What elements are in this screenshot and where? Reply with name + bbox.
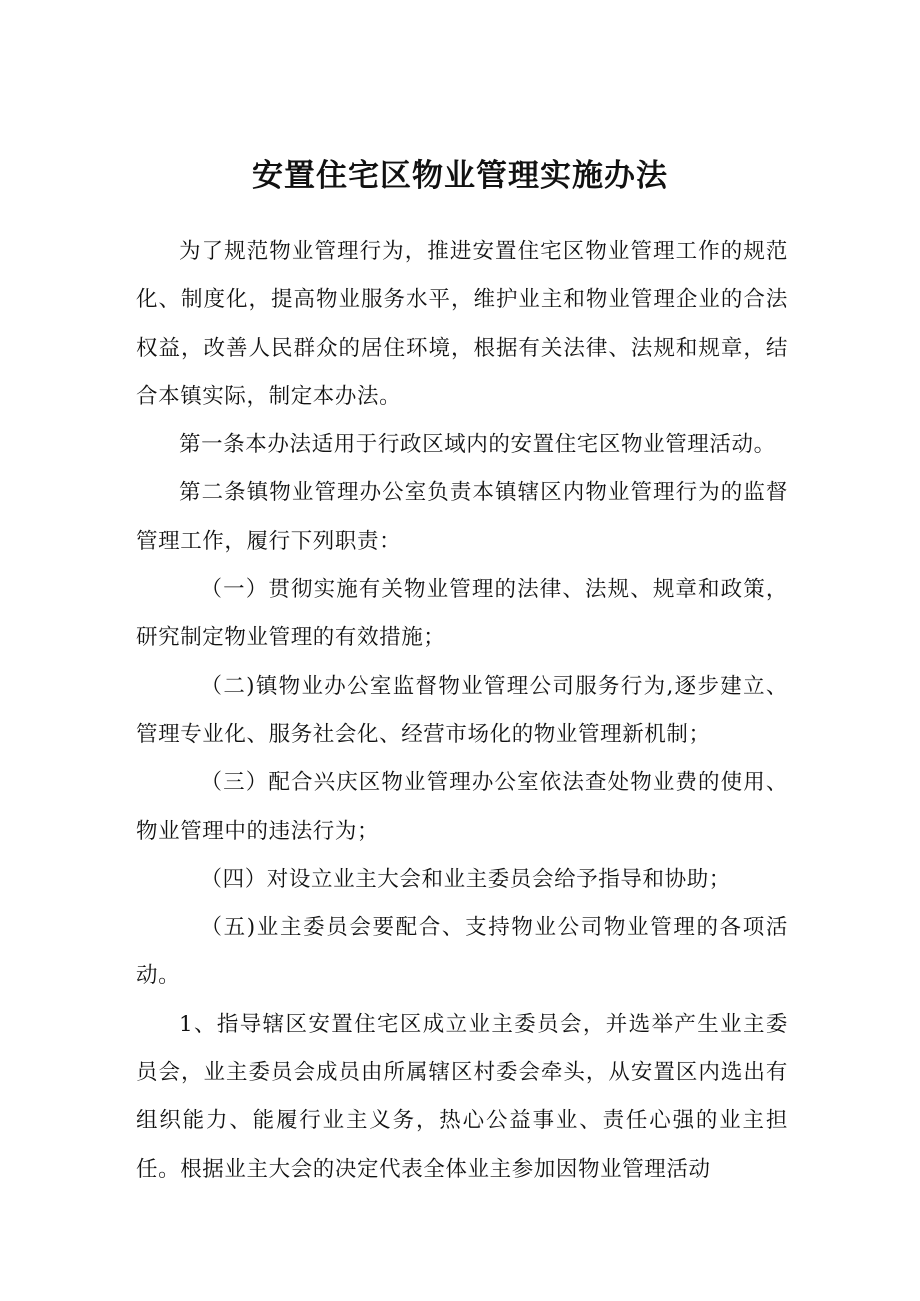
duty-5-paragraph: （五)业主委员会要配合、支持物业公司物业管理的各项活动。 — [136, 915, 788, 989]
document-title: 安置住宅区物业管理实施办法 — [252, 158, 668, 194]
document-body — [136, 228, 788, 1194]
duty-4-paragraph: （四）对设立业主大会和业主委员会给予指导和协助； — [200, 866, 731, 892]
duty-3-paragraph: （三）配合兴庆区物业管理办公室依法查处物业费的使用、物业管理中的违法行为； — [136, 770, 788, 844]
duty-2-paragraph: （二)镇物业办公室监督物业管理公司服务行为,逐步建立、管理专业化、服务社会化、经营市场化的物业管理新机制； — [136, 673, 788, 747]
article-1-paragraph: 第一条本办法适用于行政区域内的安置住宅区物业管理活动。 — [179, 432, 776, 458]
duty-1-paragraph: （一）贯彻实施有关物业管理的法律、法规、规章和政策，研究制定物业管理的有效措施； — [136, 577, 788, 651]
item-1-paragraph: 1、指导辖区安置住宅区成立业主委员会，并选举产生业主委员会，业主委员会成员由所属辖区村委会牵头，从安置区内选出有组织能力、能履行业主义务，热心公益事业、责任心强的业主担任。根据业主大会的决定代表全体业主参加因物业管理活动 — [136, 1011, 788, 1182]
preamble-paragraph: 为了规范物业管理行为，推进安置住宅区物业管理工作的规范化、制度化，提高物业服务水平，维护业主和物业管理企业的合法权益，改善人民群众的居住环境，根据有关法律、法规和规章，结合本镇实际，制定本办法。 — [136, 239, 788, 409]
article-2-paragraph: 第二条镇物业管理办公室负责本镇辖区内物业管理行为的监督管理工作，履行下列职责： — [136, 480, 788, 554]
